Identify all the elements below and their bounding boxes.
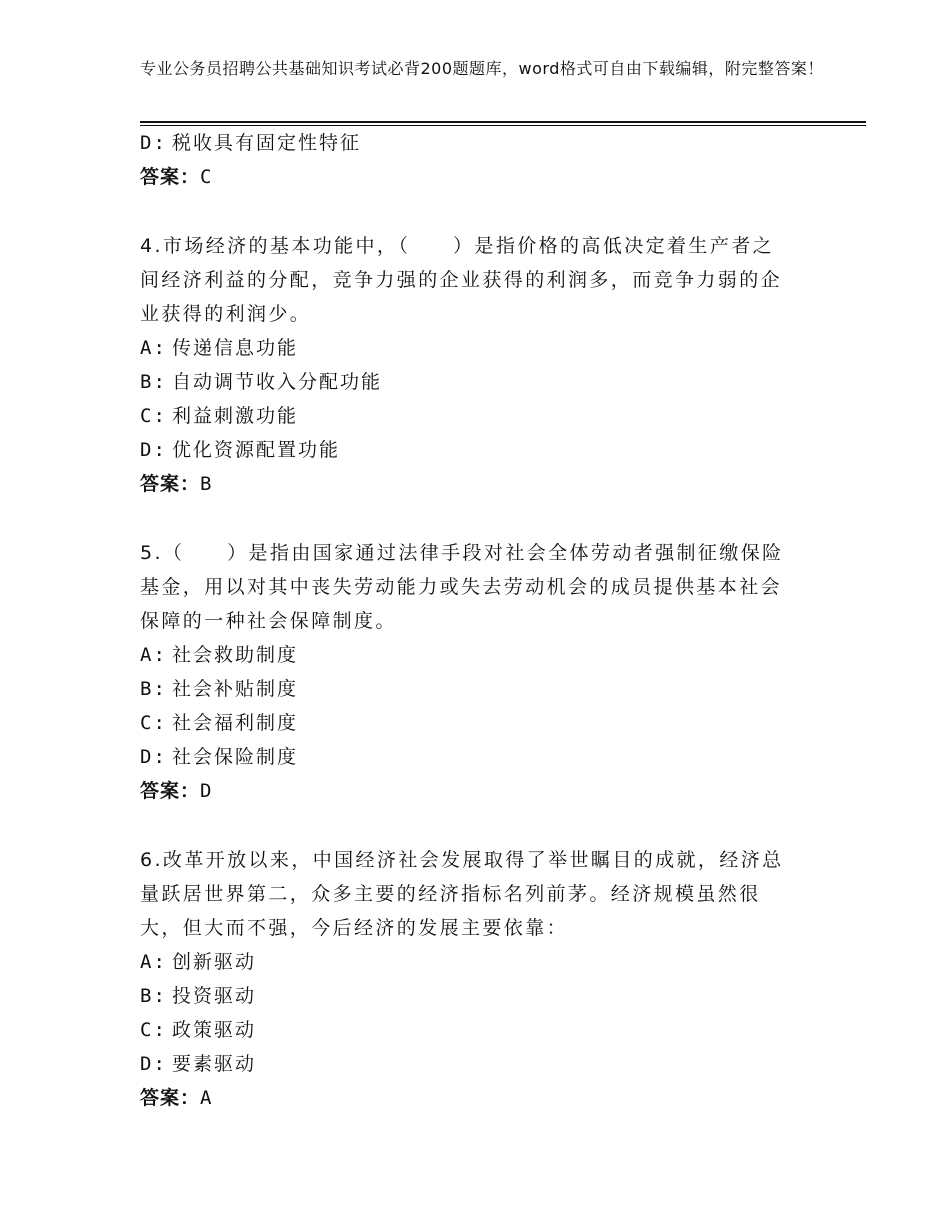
option-text: 社会补贴制度 (172, 678, 299, 700)
answer-label: 答案： (140, 780, 201, 802)
question-stem (140, 229, 810, 331)
option-key: B: (140, 678, 167, 700)
option-text: 优化资源配置功能 (172, 439, 341, 461)
option-key: D: (140, 132, 167, 154)
question-block (140, 229, 810, 502)
answer-label: 答案： (140, 473, 201, 495)
option-line (140, 365, 810, 399)
option-key: C: (140, 405, 167, 427)
option-key: C: (140, 1019, 167, 1041)
option-key: D: (140, 1053, 167, 1075)
option-key: A: (140, 337, 167, 359)
option-text: 投资驱动 (172, 985, 257, 1007)
answer-value: A (200, 1087, 213, 1109)
answer-line (140, 1081, 810, 1116)
option-text: 自动调节收入分配功能 (172, 371, 383, 393)
option-line (140, 331, 810, 365)
option-line (140, 979, 810, 1013)
option-line (140, 399, 810, 433)
option-key: B: (140, 985, 167, 1007)
option-line (140, 1047, 810, 1081)
stem-line: 大，但大而不强，今后经济的发展主要依靠： (140, 917, 569, 939)
option-line (140, 945, 810, 979)
question-stem (140, 843, 810, 945)
option-key: C: (140, 712, 167, 734)
option-key: D: (140, 439, 167, 461)
option-text: 税收具有固定性特征 (172, 132, 362, 154)
stem-line: 6.改革开放以来，中国经济社会发展取得了举世瞩目的成就，经济总 (140, 849, 784, 871)
stem-line: 间经济利益的分配，竞争力强的企业获得的利润多，而竞争力弱的企 (140, 269, 783, 291)
page-header: 专业公务员招聘公共基础知识考试必背200题题库，word格式可自由下载编辑，附完整答案！ (140, 59, 824, 78)
answer-line (140, 160, 810, 195)
option-key: A: (140, 951, 167, 973)
option-text: 社会福利制度 (172, 712, 299, 734)
header-divider (140, 121, 866, 123)
question-block (140, 843, 810, 1116)
stem-line: 保障的一种社会保障制度。 (140, 610, 397, 632)
option-line (140, 672, 810, 706)
option-line (140, 1013, 810, 1047)
option-text: 社会救助制度 (172, 644, 299, 666)
answer-line (140, 774, 810, 809)
answer-line (140, 467, 810, 502)
option-line (140, 740, 810, 774)
stem-line: 业获得的利润少。 (140, 303, 312, 325)
option-line (140, 433, 810, 467)
option-key: B: (140, 371, 167, 393)
option-text: 利益刺激功能 (172, 405, 299, 427)
answer-value: D (200, 780, 213, 802)
answer-value: B (200, 473, 213, 495)
answer-label: 答案： (140, 1087, 201, 1109)
stem-line: 5.（ ）是指由国家通过法律手段对社会全体劳动者强制征缴保险 (140, 542, 784, 564)
question-block (140, 536, 810, 809)
option-line (140, 126, 810, 160)
option-key: D: (140, 746, 167, 768)
option-line (140, 706, 810, 740)
answer-value: C (200, 166, 213, 188)
answer-label: 答案： (140, 166, 201, 188)
option-line (140, 638, 810, 672)
stem-line: 4.市场经济的基本功能中，（ ）是指价格的高低决定着生产者之 (140, 235, 775, 257)
option-text: 政策驱动 (172, 1019, 257, 1041)
stem-line: 量跃居世界第二，众多主要的经济指标名列前茅。经济规模虽然很 (140, 883, 761, 905)
stem-line: 基金，用以对其中丧失劳动能力或失去劳动机会的成员提供基本社会 (140, 576, 783, 598)
question-stem (140, 536, 810, 638)
option-text: 社会保险制度 (172, 746, 299, 768)
option-key: A: (140, 644, 167, 666)
document-body (140, 126, 810, 1116)
option-text: 创新驱动 (172, 951, 257, 973)
option-text: 要素驱动 (172, 1053, 257, 1075)
option-text: 传递信息功能 (172, 337, 299, 359)
